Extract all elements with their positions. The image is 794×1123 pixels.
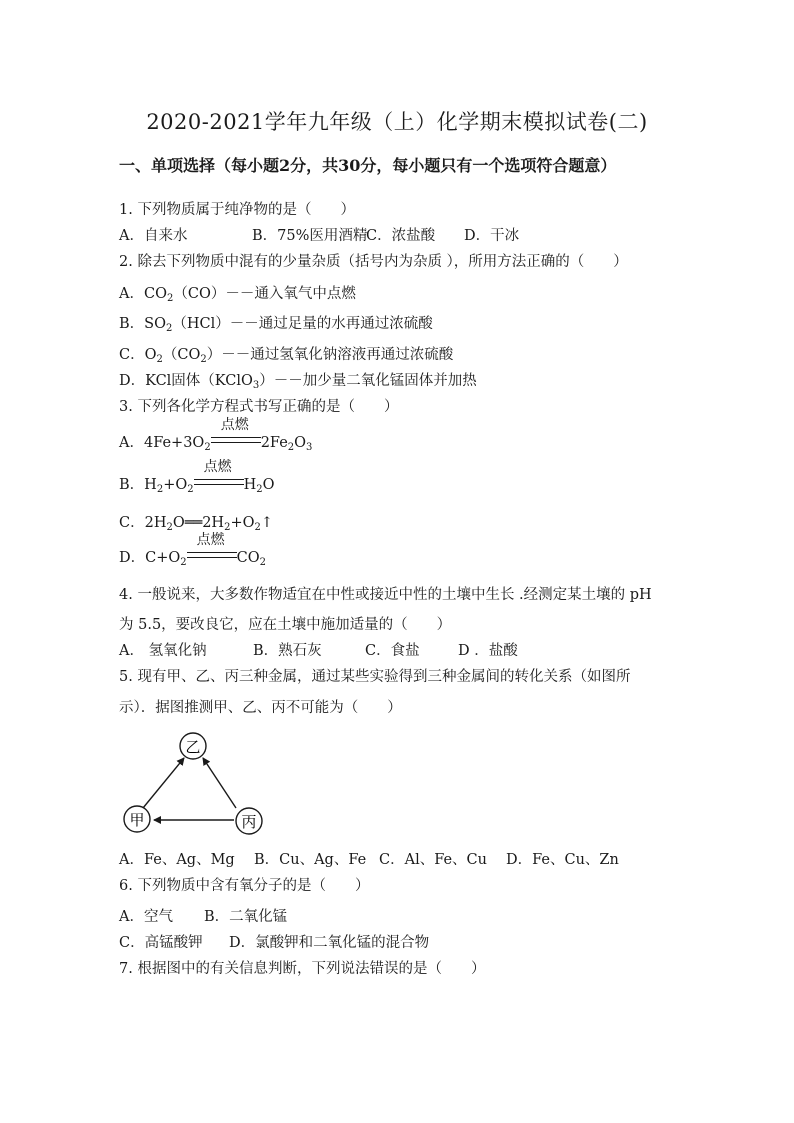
node-yi	[180, 733, 206, 759]
q4-stem-line2: 为 5.5，要改良它，应在土壤中施加适量的（ ）	[119, 617, 452, 633]
node-jia	[124, 806, 150, 832]
q5-options	[119, 848, 619, 869]
q4-option-b: B．熟石灰	[253, 643, 322, 659]
q1-stem: 1. 下列物质属于纯净物的是（ ）	[119, 202, 355, 218]
q1-option-b: B．75%医用酒精	[252, 228, 368, 244]
q2-option-d: D．KCl固体（KClO$_3$）－－加少量二氧化锰固体并加热	[119, 373, 477, 391]
page-title: 2020-2021学年九年级（上）化学期末模拟试卷(二)	[146, 110, 648, 134]
metal-transformation-diagram	[118, 730, 270, 840]
q5-stem-line2: 示）．据图推测甲、乙、丙不可能为（ ）	[119, 700, 402, 716]
q4-stem-line1: 4. 一般说来，大多数作物适宜在中性或接近中性的土壤中生长 .经测定某土壤的 pH	[119, 587, 652, 603]
reaction-condition: 点燃	[187, 546, 237, 562]
q6-option-d: D．氯酸钾和二氧化锰的混合物	[229, 935, 430, 951]
q5-option-d: D．Fe、Cu、Zn	[506, 852, 619, 868]
equation-left: $4Fe+3O_2$	[143, 435, 211, 453]
equation-right: $2Fe_2O_3$	[260, 435, 313, 453]
q6-option-b: B．二氧化锰	[204, 909, 288, 925]
svg-text:丙: 丙	[241, 813, 257, 831]
equation-right: $CO_2$	[236, 550, 267, 568]
svg-text:甲: 甲	[129, 811, 145, 829]
q2-stem: 2. 除去下列物质中混有的少量杂质（括号内为杂质 ），所用方法正确的（ ）	[119, 254, 628, 270]
q3-option-c: C．$2H_2O══2H_2+O_2↑$	[119, 515, 274, 533]
equation-right: $H_2O$	[243, 477, 275, 495]
q3-option-a: A．$4Fe+3O_2$ 点燃 $2Fe_2O_3$	[119, 417, 313, 453]
q2-option-c: C．$O_2(CO_2)--$通过氢氧化钠溶液再通过浓硫酸	[119, 347, 454, 365]
q4-option-c: C．食盐	[365, 643, 420, 659]
equation-left: $H_2+O_2$	[144, 477, 194, 495]
q6-options-row1	[119, 905, 287, 926]
equation-left: $C+O_2$	[145, 550, 187, 568]
q1-options	[119, 224, 519, 245]
q2-option-a: A．$CO_2(CO)--$通入氧气中点燃	[119, 286, 356, 304]
q1-option-a: A．自来水	[119, 228, 188, 244]
q4-option-a: A． 氢氧化钠	[119, 643, 207, 659]
q6-option-c: C．高锰酸钾	[119, 935, 203, 951]
q3-stem: 3. 下列各化学方程式书写正确的是（ ）	[119, 399, 399, 415]
q6-option-a: A．空气	[119, 909, 173, 925]
q1-option-d: D．干冰	[464, 228, 520, 244]
q4-options	[119, 639, 518, 660]
reaction-condition: 点燃	[194, 473, 244, 489]
q1-option-c: C．浓盐酸	[366, 228, 436, 244]
svg-text:乙: 乙	[185, 738, 201, 756]
arrow-jia-to-yi	[143, 758, 184, 808]
q5-option-c: C．Al、Fe、Cu	[379, 852, 487, 868]
q6-options-row2	[119, 931, 429, 952]
q3-option-b: B．$H_2+O_2$ 点燃 $H_2O$	[119, 459, 275, 495]
node-bing	[236, 808, 262, 834]
arrow-bing-to-yi	[203, 758, 236, 808]
q5-stem-line1: 5. 现有甲、乙、丙三种金属，通过某些实验得到三种金属间的转化关系（如图所	[119, 669, 631, 685]
q3-option-d: D．$C+O_2$ 点燃 $CO_2$	[119, 532, 267, 568]
section-heading: 一、单项选择（每小题2分，共30分，每小题只有一个选项符合题意）	[119, 156, 617, 175]
q4-option-d: D ．盐酸	[458, 643, 518, 659]
q6-stem: 6. 下列物质中含有氧分子的是（ ）	[119, 878, 370, 894]
q7-stem: 7. 根据图中的有关信息判断，下列说法错误的是（ ）	[119, 961, 486, 977]
q5-option-a: A．Fe、Ag、Mg	[119, 852, 235, 868]
reaction-condition: 点燃	[211, 431, 261, 447]
q2-option-b: B．$SO_2(HCl)--$通过足量的水再通过浓硫酸	[119, 316, 433, 334]
q5-option-b: B．Cu、Ag、Fe	[254, 852, 367, 868]
